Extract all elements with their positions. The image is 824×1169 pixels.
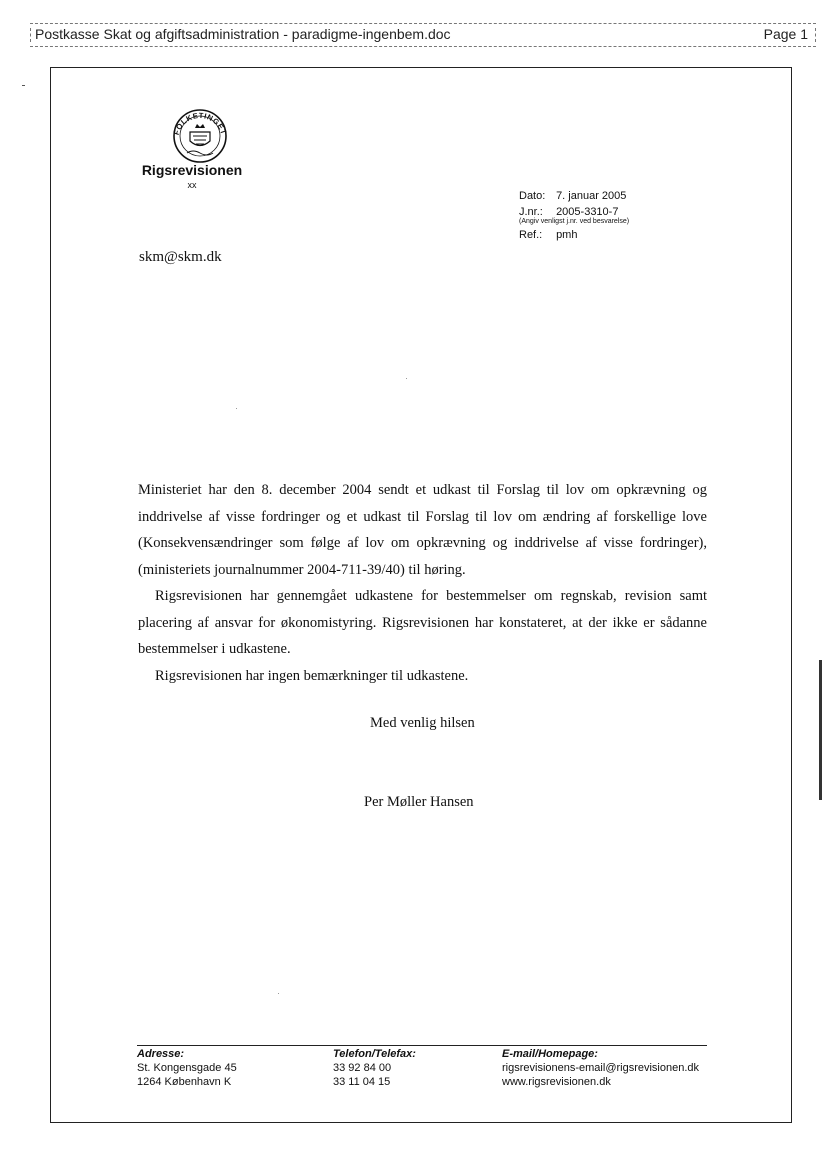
email-address: rigsrevisionens-email@rigsrevisionen.dk — [502, 1062, 700, 1074]
closing-greeting: Med venlig hilsen — [370, 715, 475, 731]
homepage-url: www.rigsrevisionen.dk — [502, 1076, 611, 1088]
fax-number: 33 11 04 15 — [333, 1076, 391, 1088]
date-value: 7. januar 2005 — [556, 190, 627, 202]
journal-number-note: (Angiv venligst j.nr. ved besvarelse) — [519, 218, 630, 225]
reference-label: Ref.: — [519, 229, 543, 241]
letter-body — [138, 477, 707, 689]
date-row — [519, 188, 629, 204]
footer-divider — [137, 1045, 707, 1046]
phone-heading: Telefon/Telefax: — [333, 1048, 416, 1060]
phone-number: 33 92 84 00 — [333, 1062, 392, 1074]
body-paragraph-2: Rigsrevisionen har gennemgået udkastene for bestemmelser om regnskab, revision samt placering af ansvar for økonomistyring. Rigsrevisionen har konstateret, at der ikke er sådanne bestemmelser i udkastene. — [138, 588, 707, 657]
address-line-1: St. Kongensgade 45 — [137, 1062, 237, 1074]
organization-name: Rigsrevisionen — [141, 162, 243, 178]
print-header — [30, 23, 816, 47]
footer-address — [137, 1047, 237, 1089]
organization-subline: xx — [187, 180, 197, 190]
address-heading: Adresse: — [137, 1048, 185, 1060]
reference-value: pmh — [556, 229, 578, 241]
folketinget-seal-icon — [163, 106, 237, 166]
date-label: Dato: — [519, 190, 546, 202]
journal-number-label: J.nr.: — [519, 206, 543, 218]
scan-speck — [236, 408, 237, 409]
scan-edge-mark — [819, 660, 822, 800]
email-heading: E-mail/Homepage: — [502, 1048, 598, 1060]
scan-speck — [406, 378, 407, 379]
page-number: Page 1 — [763, 26, 808, 42]
document-title: Postkasse Skat og afgiftsadministration - paradigme-ingenbem.doc — [35, 26, 451, 42]
seal-text: FOLKETINGET — [171, 110, 229, 137]
address-line-2: 1264 København K — [137, 1076, 232, 1088]
body-paragraph-1: Ministeriet har den 8. december 2004 sendt et udkast til Forslag til lov om opkrævning og inddrivelse af visse fordringer og et udkast til Forslag til lov om ændring af forskellige love (Konsekvensændringer som følge af lov om opkrævning og inddrivelse af visse fordringer), (ministeriets journalnummer 2004-711-39/40) til høring. — [138, 482, 707, 578]
header-left-tick — [30, 28, 31, 42]
scan-speck — [278, 993, 279, 994]
footer-phone — [333, 1047, 416, 1089]
footer-contact — [502, 1047, 699, 1089]
journal-number-value: 2005-3310-7 — [556, 206, 619, 218]
margin-mark — [22, 85, 25, 86]
header-right-tick — [815, 28, 816, 42]
body-paragraph-3: Rigsrevisionen har ingen bemærkninger til udkastene. — [155, 667, 469, 684]
reference-row — [519, 227, 629, 243]
signatory-name: Per Møller Hansen — [364, 794, 474, 810]
recipient-email: skm@skm.dk — [139, 249, 222, 265]
letter-metadata — [519, 188, 629, 243]
